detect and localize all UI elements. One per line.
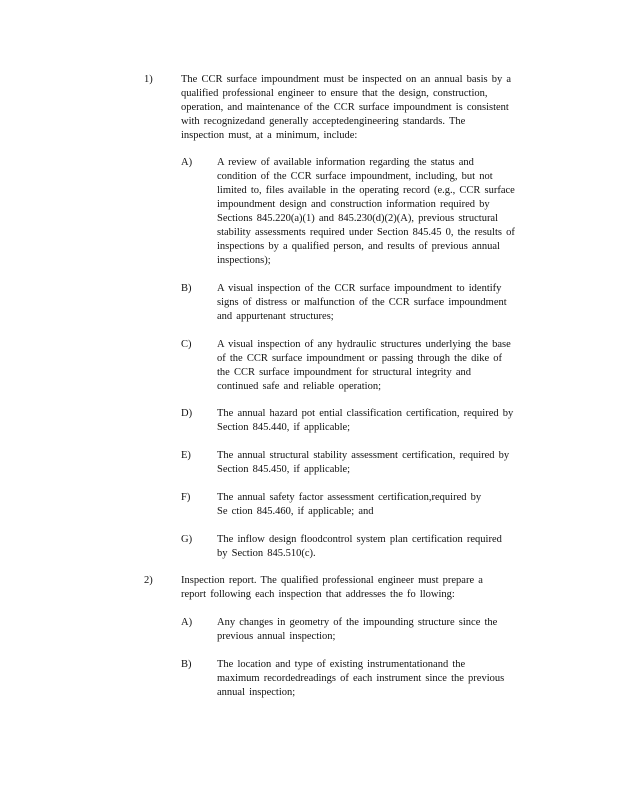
text-line: Se ction 845.460, if applicable; and bbox=[217, 506, 374, 517]
subitem-paragraph bbox=[217, 533, 525, 561]
text-line: The annual hazard pot ential classification certification, required by bbox=[217, 408, 514, 419]
subitem-paragraph bbox=[217, 491, 509, 519]
subitem-label: B) bbox=[181, 659, 192, 670]
text-line: operation, and maintenance of the CCR surface impoundment is consistent bbox=[181, 102, 509, 113]
text-line: previous annual inspection; bbox=[217, 631, 336, 642]
text-line: Inspection report. The qualified professional engineer must prepare a bbox=[181, 575, 483, 586]
text-line: report following each inspection that addresses the fo llowing: bbox=[181, 589, 455, 600]
item-paragraph bbox=[181, 574, 515, 602]
text-line: stability assessments required under Section 845.45 0, the results of bbox=[217, 227, 515, 238]
text-line: and appurtenant structures; bbox=[217, 311, 334, 322]
subitem-label: F) bbox=[181, 492, 191, 503]
subitem-paragraph bbox=[217, 156, 539, 268]
text-line: Section 845.440, if applicable; bbox=[217, 422, 351, 433]
subitem-label: A) bbox=[181, 157, 193, 168]
text-line: by Section 845.510(c). bbox=[217, 548, 316, 559]
subitem-label: D) bbox=[181, 408, 193, 419]
text-line: Sections 845.220(a)(1) and 845.230(d)(2)(A), previous structural bbox=[217, 213, 499, 224]
text-line: The CCR surface impoundment must be inspected on an annual basis by a bbox=[181, 74, 512, 85]
text-line: inspections by a qualified person, and results of previous annual bbox=[217, 241, 500, 252]
text-line: Section 845.450, if applicable; bbox=[217, 464, 351, 475]
text-line: inspection must, at a minimum, include: bbox=[181, 130, 358, 141]
subitem-paragraph bbox=[217, 449, 539, 477]
subitem-paragraph bbox=[217, 338, 539, 394]
subitem-paragraph bbox=[217, 616, 523, 644]
subitem-label: E) bbox=[181, 450, 191, 461]
text-line: signs of distress or malfunction of the CCR surface impoundment bbox=[217, 297, 507, 308]
text-line: impoundment design and construction information required by bbox=[217, 199, 490, 210]
subitem-label: C) bbox=[181, 339, 192, 350]
text-line: The annual structural stability assessment certification, required by bbox=[217, 450, 510, 461]
subitem-paragraph bbox=[217, 658, 529, 700]
subitem-label: A) bbox=[181, 617, 193, 628]
text-line: Any changes in geometry of the impounding structure since the bbox=[217, 617, 498, 628]
text-line: The annual safety factor assessment certification,required by bbox=[217, 492, 482, 503]
text-line: A visual inspection of any hydraulic structures underlying the base bbox=[217, 339, 511, 350]
text-line: A visual inspection of the CCR surface impoundment to identify bbox=[217, 283, 502, 294]
text-line: annual inspection; bbox=[217, 687, 296, 698]
text-line: A review of available information regarding the status and bbox=[217, 157, 474, 168]
text-line: The location and type of existing instrumentationand the bbox=[217, 659, 466, 670]
text-line: the CCR surface impoundment for structural integrity and bbox=[217, 367, 471, 378]
item-number: 1) bbox=[144, 74, 153, 85]
text-line: The inflow design floodcontrol system plan certification required bbox=[217, 534, 502, 545]
text-line: limited to, files available in the operating record (e.g., CCR surface bbox=[217, 185, 515, 196]
text-line: maximum recordedreadings of each instrument since the previous bbox=[217, 673, 505, 684]
text-line: inspections); bbox=[217, 255, 271, 266]
text-line: continued safe and reliable operation; bbox=[217, 381, 382, 392]
text-line: with recognizedand generally acceptedengineering standards. The bbox=[181, 116, 466, 127]
subitem-paragraph bbox=[217, 282, 523, 324]
item-paragraph bbox=[181, 73, 539, 143]
subitem-paragraph bbox=[217, 407, 539, 435]
subitem-label: B) bbox=[181, 283, 192, 294]
text-line: qualified professional engineer to ensure that the design, construction, bbox=[181, 88, 488, 99]
item-number: 2) bbox=[144, 575, 153, 586]
text-line: of the CCR surface impoundment or passing through the dike of bbox=[217, 353, 503, 364]
text-line: condition of the CCR surface impoundment, including, but not bbox=[217, 171, 493, 182]
subitem-label: G) bbox=[181, 534, 193, 545]
